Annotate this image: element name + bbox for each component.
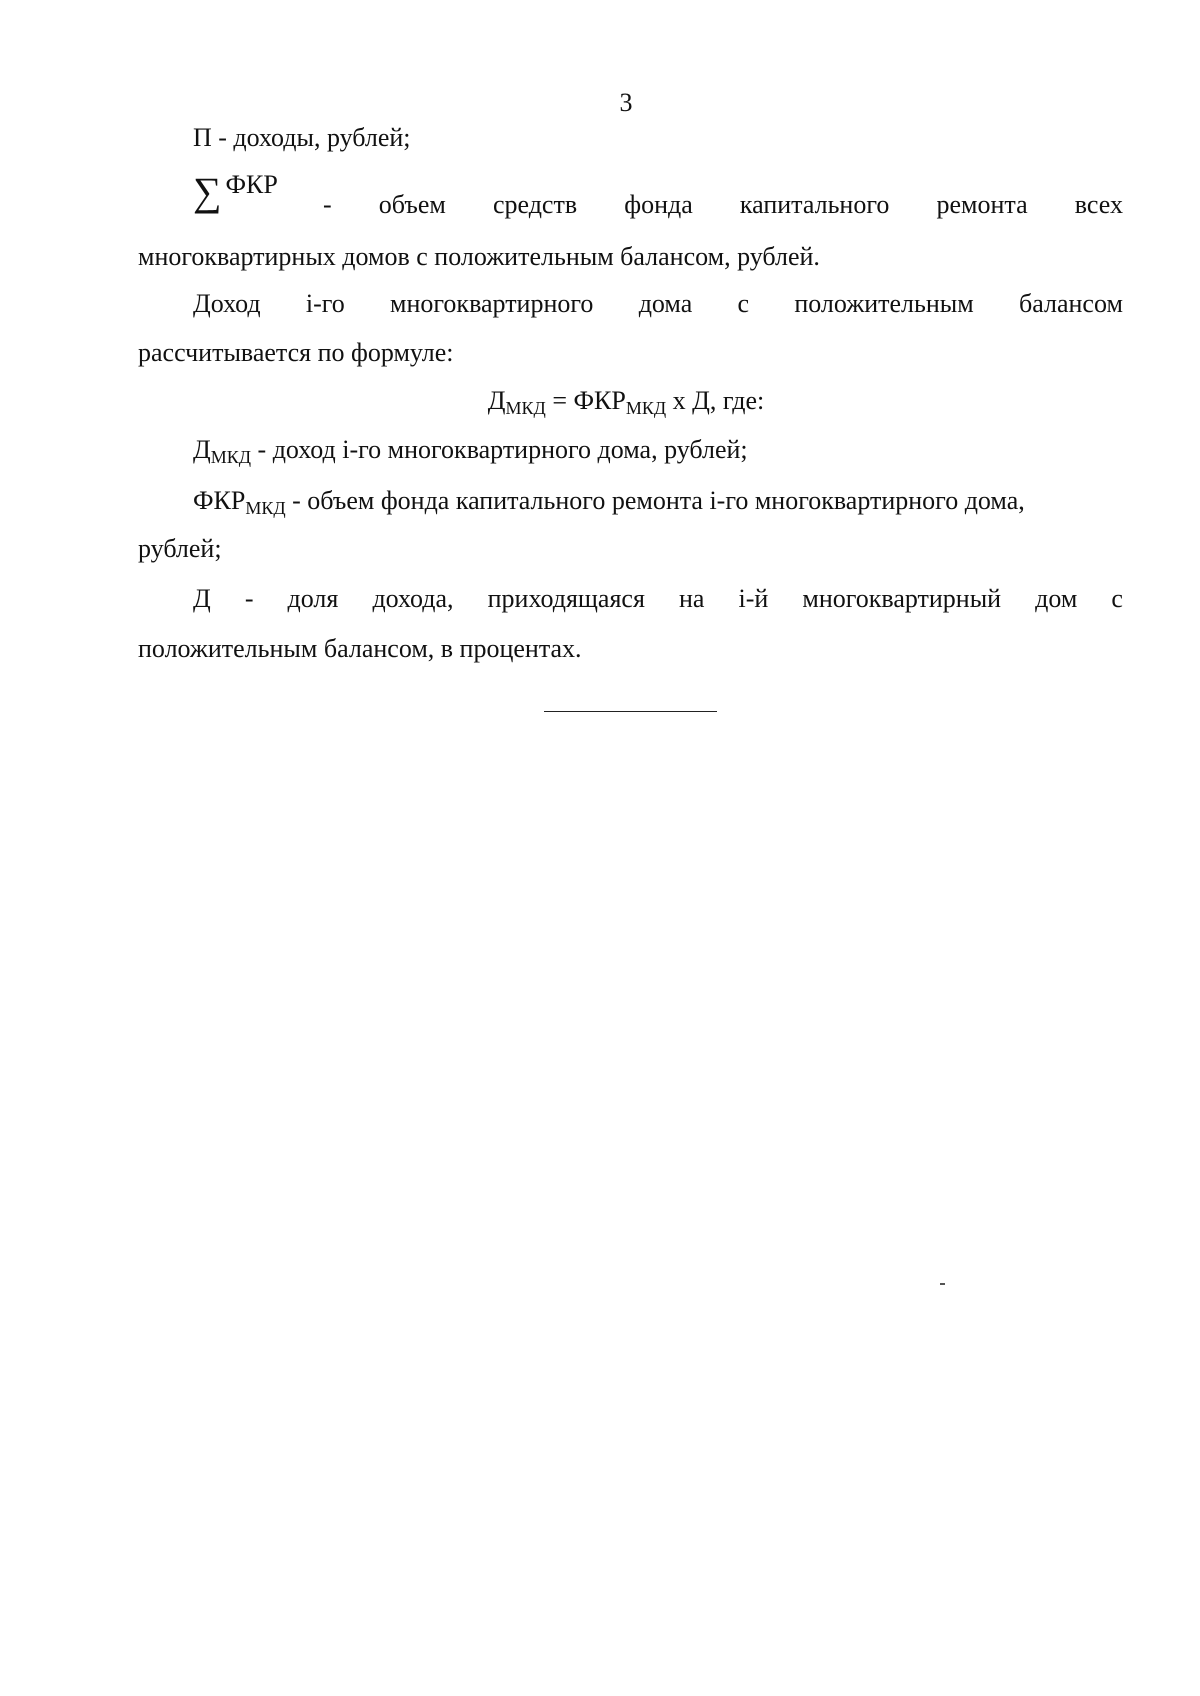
- word: -: [244, 584, 254, 613]
- word: i-го: [305, 289, 345, 318]
- word: -: [323, 190, 332, 219]
- dmkd-d: Д: [193, 435, 211, 464]
- sum-fkr-label: ФКР: [225, 170, 278, 199]
- formula-fkr-subscript: МКД: [625, 398, 667, 418]
- word: объем: [378, 190, 446, 219]
- page-number: 3: [619, 88, 633, 117]
- word: с: [737, 289, 750, 318]
- word: всех: [1074, 190, 1123, 219]
- d-definition-line-2: положительным балансом, в процентах.: [138, 634, 582, 663]
- sum-definition-line-1: [323, 188, 1123, 222]
- dmkd-subscript: МКД: [210, 447, 252, 467]
- sum-fkr-term: [193, 168, 278, 214]
- word: многоквартирного: [390, 289, 594, 318]
- fkrmkd-fkr: ФКР: [193, 486, 246, 515]
- word: дом: [1035, 584, 1078, 613]
- word: доля: [287, 584, 339, 613]
- word: Доход: [193, 289, 261, 318]
- d-definition-line-1: [193, 582, 1123, 616]
- formula-equals-fkr: = ФКР: [545, 386, 626, 415]
- word: приходящаяся: [487, 584, 645, 613]
- sigma-symbol: ∑: [193, 169, 222, 214]
- p-definition: П - доходы, рублей;: [193, 123, 411, 152]
- word: многоквартирный: [802, 584, 1002, 613]
- word: дома: [638, 289, 693, 318]
- word: на: [678, 584, 705, 613]
- dmkd-definition: [193, 433, 748, 469]
- formula: [0, 384, 1200, 420]
- fkrmkd-subscript: МКД: [245, 498, 286, 518]
- formula-d-subscript: МКД: [505, 398, 546, 418]
- fkrmkd-definition-line-1: [193, 484, 1025, 520]
- word: дохода,: [372, 584, 454, 613]
- fkrmkd-definition-text: - объем фонда капитального ремонта i-го многоквартирного дома,: [285, 486, 1025, 515]
- word: балансом: [1019, 289, 1123, 318]
- word: ремонта: [936, 190, 1028, 219]
- sum-definition-line-2: многоквартирных домов с положительным балансом, рублей.: [138, 242, 820, 271]
- word: i-й: [738, 584, 769, 613]
- dmkd-definition-text: - доход i-го многоквартирного дома, рублей;: [251, 435, 748, 464]
- word: с: [1111, 584, 1123, 613]
- scan-speck: [940, 1283, 945, 1285]
- word: фонда: [624, 190, 693, 219]
- end-rule: [544, 711, 717, 712]
- word: Д: [193, 584, 211, 613]
- income-paragraph-line-2: рассчитывается по формуле:: [138, 338, 454, 367]
- formula-tail: х Д, где:: [666, 386, 765, 415]
- word: положительным: [794, 289, 974, 318]
- fkrmkd-definition-line-2: рублей;: [138, 534, 222, 563]
- formula-d: Д: [487, 386, 506, 415]
- word: капитального: [739, 190, 890, 219]
- income-paragraph-line-1: [193, 287, 1123, 321]
- word: средств: [492, 190, 578, 219]
